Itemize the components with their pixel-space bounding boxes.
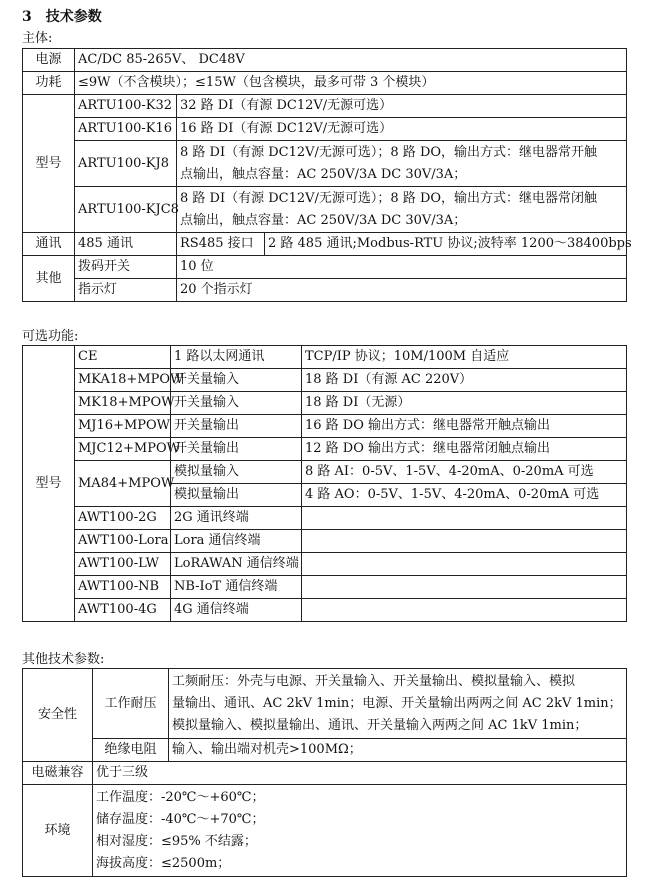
optional-name: MK18+MPOW: [75, 392, 171, 415]
optional-name: MKA18+MPOW: [75, 369, 171, 392]
other-item-name: 拨码开关: [75, 256, 177, 279]
optional-detail: 18 路 DI（无源）: [302, 392, 627, 415]
optional-detail: 18 路 DI（有源 AC 220V）: [302, 369, 627, 392]
safety-label: 安全性: [23, 669, 93, 762]
optional-model-label: 型号: [23, 346, 75, 622]
optional-name: AWT100-4G: [75, 599, 171, 622]
model-label: 型号: [23, 95, 75, 233]
model-desc: 8 路 DI（有源 DC12V/无源可选）；8 路 DO，输出方式：继电器常开触 点输出，触点容量：AC 250V/3A DC 30V/3A；: [177, 141, 627, 187]
optional-detail: [302, 599, 627, 622]
optional-name: MJ16+MPOW: [75, 415, 171, 438]
other-item-value: 20 个指示灯: [177, 279, 627, 302]
section-heading: [22, 6, 102, 26]
optional-func: 开关量输出: [171, 438, 302, 461]
other-params-table: [22, 668, 627, 877]
model-desc: 16 路 DI（有源 DC12V/无源可选）: [177, 118, 627, 141]
main-body-label: 主体:: [22, 31, 53, 46]
optional-table: [22, 345, 627, 622]
optional-name: AWT100-Lora: [75, 530, 171, 553]
comm-type: 485 通讯: [75, 233, 177, 256]
optional-detail: [302, 553, 627, 576]
other-item-value: 10 位: [177, 256, 627, 279]
optional-detail: TCP/IP 协议；10M/100M 自适应: [302, 346, 627, 369]
optional-name: AWT100-NB: [75, 576, 171, 599]
optional-name: MA84+MPOW: [75, 461, 171, 507]
withstand-label: 工作耐压: [93, 669, 169, 739]
optional-detail: 16 路 DO 输出方式：继电器常开触点输出: [302, 415, 627, 438]
optional-func: 模拟量输入: [171, 461, 302, 484]
comm-interface: RS485 接口: [177, 233, 265, 256]
optional-func: NB-IoT 通信终端: [171, 576, 302, 599]
withstand-value: 工频耐压：外壳与电源、开关量输入、开关量输出、模拟量输入、模拟 量输出、通讯、AC 2kV 1min；电源、开关量输出两两之间 AC 2kV 1min； 模拟量输入、模拟量输出、通讯、开关量输入两两之间 AC 1kV 1min；: [169, 669, 627, 739]
optional-func: 1 路以太网通讯: [171, 346, 302, 369]
optional-func: Lora 通信终端: [171, 530, 302, 553]
other-label: 其他: [23, 256, 75, 302]
optional-func: LoRAWAN 通信终端: [171, 553, 302, 576]
optional-detail: 12 路 DO 输出方式：继电器常闭触点输出: [302, 438, 627, 461]
model-desc: 32 路 DI（有源 DC12V/无源可选）: [177, 95, 627, 118]
section-title: 技术参数: [45, 9, 102, 25]
section-number: 3: [22, 9, 32, 25]
optional-detail: 8 路 AI：0-5V、1-5V、4-20mA、0-20mA 可选: [302, 461, 627, 484]
model-name: ARTU100-KJ8: [75, 141, 177, 187]
optional-label: 可选功能:: [22, 329, 79, 344]
optional-detail: [302, 530, 627, 553]
optional-detail: 4 路 AO：0-5V、1-5V、4-20mA、0-20mA 可选: [302, 484, 627, 507]
comm-detail: 2 路 485 通讯;Modbus-RTU 协议;波特率 1200～38400bps: [265, 233, 627, 256]
optional-func: 开关量输入: [171, 392, 302, 415]
comm-label: 通讯: [23, 233, 75, 256]
optional-func: 模拟量输出: [171, 484, 302, 507]
env-value: 工作温度：-20℃～+60℃； 储存温度：-40℃～+70℃； 相对湿度：≤95% 不结露； 海拔高度：≤2500m；: [93, 785, 627, 877]
optional-func: 开关量输出: [171, 415, 302, 438]
model-name: ARTU100-K16: [75, 118, 177, 141]
power-label: 电源: [23, 49, 75, 72]
model-name: ARTU100-K32: [75, 95, 177, 118]
optional-name: CE: [75, 346, 171, 369]
other-params-label: 其他技术参数:: [22, 652, 105, 667]
optional-name: AWT100-LW: [75, 553, 171, 576]
optional-detail: [302, 507, 627, 530]
env-label: 环境: [23, 785, 93, 877]
insulation-label: 绝缘电阻: [93, 739, 169, 762]
power-value: AC/DC 85-265V、 DC48V: [75, 49, 627, 72]
model-desc: 8 路 DI（有源 DC12V/无源可选）；8 路 DO，输出方式：继电器常闭触 点输出，触点容量：AC 250V/3A DC 30V/3A；: [177, 187, 627, 233]
emc-value: 优于三级: [93, 762, 627, 785]
other-item-name: 指示灯: [75, 279, 177, 302]
consumption-value: ≤9W（不含模块）；≤15W（包含模块，最多可带 3 个模块）: [75, 72, 627, 95]
optional-func: 2G 通讯终端: [171, 507, 302, 530]
optional-detail: [302, 576, 627, 599]
optional-name: MJC12+MPOW: [75, 438, 171, 461]
optional-func: 开关量输入: [171, 369, 302, 392]
consumption-label: 功耗: [23, 72, 75, 95]
optional-name: AWT100-2G: [75, 507, 171, 530]
insulation-value: 输入、输出端对机壳>100MΩ；: [169, 739, 627, 762]
optional-func: 4G 通信终端: [171, 599, 302, 622]
main-spec-table: [22, 48, 632, 302]
emc-label: 电磁兼容: [23, 762, 93, 785]
model-name: ARTU100-KJC8: [75, 187, 177, 233]
